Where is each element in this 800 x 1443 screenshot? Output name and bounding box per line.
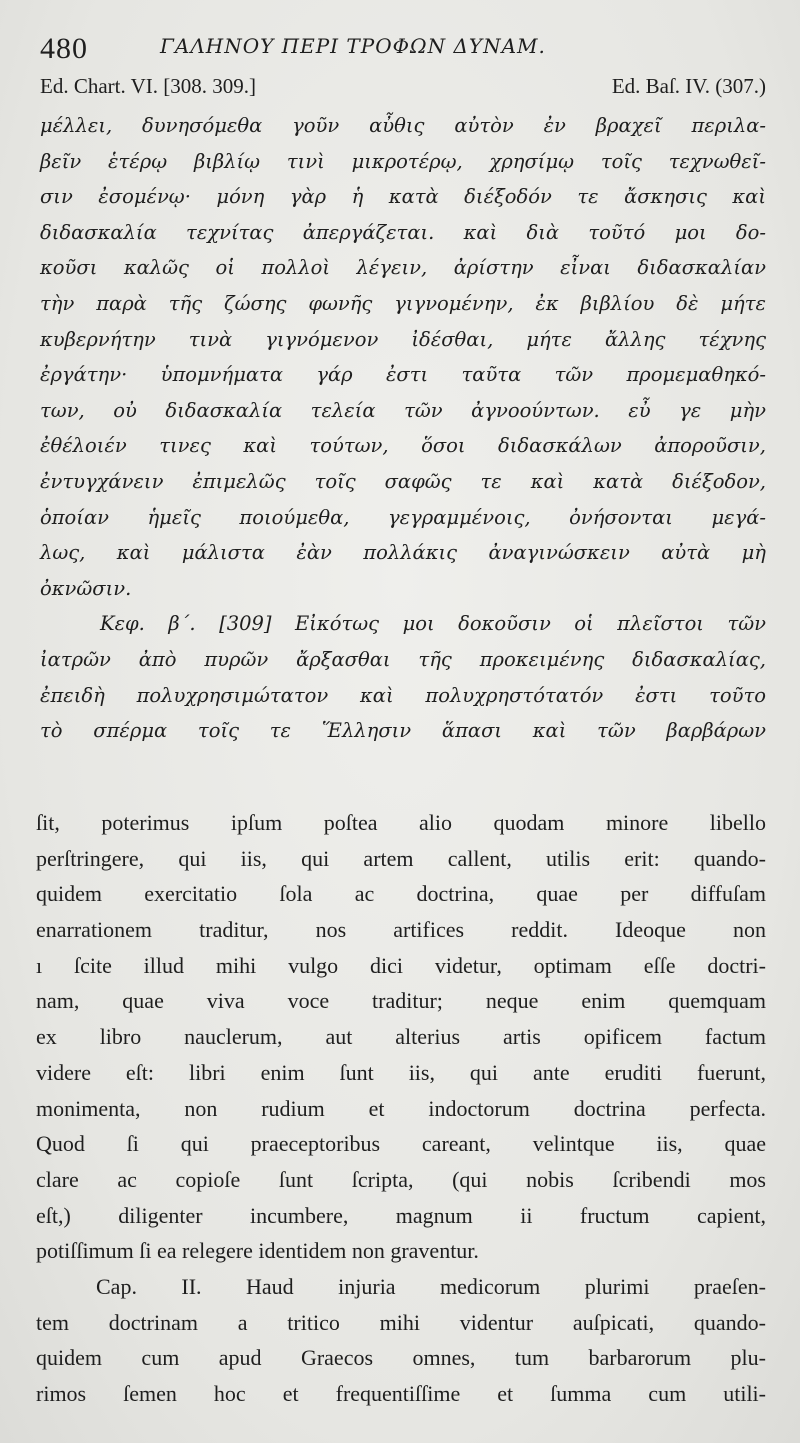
- greek-line: ἐπειδὴ πολυχρησιμώτατον καὶ πολυχρηστότατόν ἐστι τοῦτο: [40, 683, 766, 707]
- latin-line: quidem cum apud Graecos omnes, tum barbarorum plu-: [36, 1345, 766, 1371]
- running-head: ΓΑΛΗΝΟΥ ΠΕΡΙ ΤΡΟΦΩΝ ΔΥΝΑΜ.: [160, 34, 546, 58]
- latin-line: rimos ſemen hoc et frequentiſſime et ſumma cum utili-: [36, 1381, 766, 1406]
- greek-line: τὴν παρὰ τῆς ζώσης φωνῆς γιγνομένην, ἐκ βιβλίου δὲ μήτε: [40, 291, 766, 315]
- latin-line: nam, quae viva voce traditur; neque enim quemquam: [36, 988, 766, 1014]
- latin-line: monimenta, non rudium et indoctorum doctrina perfecta.: [36, 1095, 766, 1121]
- edition-chartier-ref: Ed. Chart. VI. [308. 309.]: [40, 74, 256, 98]
- greek-line: λως, καὶ μάλιστα ἐὰν πολλάκις ἀναγινώσκειν αὐτὰ μὴ: [40, 541, 766, 565]
- greek-line: σιν ἐσομένῳ· μόνη γὰρ ἡ κατὰ διέξοδόν τε ἄσκησις καὶ: [40, 185, 766, 209]
- greek-line: μέλλει, δυνησόμεθα γοῦν αὖθις αὐτὸν ἐν βραχεῖ περιλα-: [40, 114, 766, 137]
- greek-line: τὸ σπέρμα τοῖς τε Ἕλλησιν ἅπασι καὶ τῶν βαρβάρων: [40, 719, 766, 743]
- edition-basel-ref: Ed. Baſ. IV. (307.): [611, 74, 766, 98]
- latin-line: clare ac copioſe ſunt ſcripta, (qui nobis ſcribendi mos: [36, 1166, 766, 1192]
- page-number: 480: [40, 32, 88, 65]
- page-header: [40, 32, 762, 68]
- greek-line: ἐθέλοιέν τινες καὶ τούτων, ὅσοι διδασκάλων ἀποροῦσιν,: [40, 434, 766, 458]
- greek-line: κοῦσι καλῶς οἱ πολλοὶ λέγειν, ἀρίστην εἶναι διδασκαλίαν: [40, 256, 766, 280]
- latin-line: videre eſt: libri enim ſunt iis, qui ante eruditi fuerunt,: [36, 1059, 766, 1085]
- greek-line: ἐντυγχάνειν ἐπιμελῶς τοῖς σαφῶς τε καὶ κατὰ διέξοδον,: [40, 469, 766, 493]
- latin-text-block: [36, 805, 766, 1412]
- latin-line: quidem exercitatio ſola ac doctrina, quae per diffuſam: [36, 881, 766, 907]
- latin-chapter-heading-line: Cap. II. Haud injuria medicorum plurimi praeſen-: [96, 1273, 766, 1299]
- greek-text-block: [40, 108, 766, 749]
- greek-chapter-heading-line: Κεφ. β΄. [309] Εἰκότως μοι δοκοῦσιν οἱ πλεῖστοι τῶν: [100, 612, 766, 636]
- greek-line: ὀκνῶσιν.: [40, 576, 132, 600]
- latin-line: ſit, poterimus ipſum poſtea alio quodam minore libello: [36, 810, 766, 835]
- latin-line: ex libro nauclerum, aut alterius artis opificem factum: [36, 1024, 766, 1050]
- latin-line: Quod ſi qui praeceptoribus careant, velintque iis, quae: [36, 1131, 766, 1157]
- latin-line: eſt,) diligenter incumbere, magnum ii fructum capient,: [36, 1202, 766, 1228]
- greek-line: ἰατρῶν ἀπὸ πυρῶν ἄρξασθαι τῆς προκειμένης διδασκαλίας,: [40, 647, 766, 671]
- latin-line: perſtringere, qui iis, qui artem callent, utilis erit: quando-: [36, 845, 766, 871]
- greek-line: βεῖν ἑτέρῳ βιβλίῳ τινὶ μικροτέρῳ, χρησίμῳ τοῖς τεχνωθεῖ-: [40, 149, 766, 173]
- latin-line: enarrationem traditur, nos artifices reddit. Ideoque non: [36, 917, 766, 943]
- latin-line: tem doctrinam a tritico mihi videntur auſpicati, quando-: [36, 1309, 766, 1335]
- latin-line: ı ſcite illud mihi vulgo dici videtur, optimam eſſe doctri-: [36, 952, 766, 978]
- greek-line: ὁποίαν ἡμεῖς ποιούμεθα, γεγραμμένοις, ὀνήσονται μεγά-: [40, 505, 766, 529]
- greek-line: διδασκαλία τεχνίτας ἀπεργάζεται. καὶ διὰ τοῦτό μοι δο-: [40, 220, 766, 244]
- greek-line: των, οὐ διδασκαλία τελεία τῶν ἀγνοούντων. εὖ γε μὴν: [40, 398, 766, 422]
- greek-line: ἐργάτην· ὑπομνήματα γάρ ἐστι ταῦτα τῶν προμεμαθηκό-: [40, 363, 766, 387]
- greek-line: κυβερνήτην τινὰ γιγνόμενον ἰδέσθαι, μήτε ἄλλης τέχνης: [40, 327, 766, 351]
- latin-line: potiſſimum ſi ea relegere identidem non graventur.: [36, 1238, 479, 1264]
